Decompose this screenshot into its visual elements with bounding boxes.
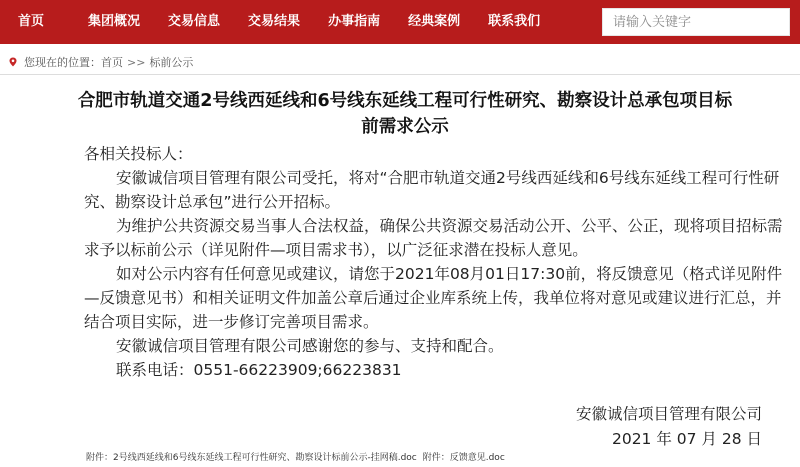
nav-item-contact-us[interactable]: 联系我们: [488, 14, 541, 29]
breadcrumb-home-link[interactable]: 首页: [101, 56, 123, 69]
attachment-link-notice[interactable]: 附件：2号线西延线和6号线东延线工程可行性研究、勘察设计标前公示-挂网稿.doc: [86, 453, 417, 463]
article-date: 2021 年 07 月 28 日: [611, 430, 762, 448]
article-body: [84, 142, 784, 382]
article-greeting: 各相关投标人：: [84, 145, 193, 163]
breadcrumb-current[interactable]: 标前公示: [149, 56, 194, 69]
article-paragraph-feedback: 如对公示内容有任何意见或建议，请您于2021年08月01日17:30前，将反馈意见（格式详见附件—反馈意见书）和相关证明文件加盖公章后通过企业库系统上传，我单位将对意见或建议进行汇总，并结合项目实际，进一步修订完善项目需求。: [84, 265, 783, 331]
breadcrumb-separator: >>: [127, 55, 146, 69]
article-title: 合肥市轨道交通2号线西延线和6号线东延线工程可行性研究、勘察设计总承包项目标前需求公示: [77, 91, 733, 137]
search-input[interactable]: [603, 9, 789, 35]
article-signer: 安徽诚信项目管理有限公司: [575, 405, 762, 423]
nav-item-classic-cases[interactable]: 经典案例: [408, 14, 461, 29]
attachment-link-feedback[interactable]: 附件：反馈意见.doc: [422, 453, 505, 463]
article-paragraph-phone: 联系电话：0551-66223909;66223831: [116, 361, 402, 379]
nav-item-trade-results[interactable]: 交易结果: [248, 14, 301, 29]
article-paragraph-purpose: 为维护公共资源交易当事人合法权益，确保公共资源交易活动公开、公平、公正，现将项目招标需求予以标前公示（详见附件—项目需求书），以广泛征求潜在投标人意见。: [84, 217, 783, 259]
breadcrumb: [0, 52, 800, 72]
nav-item-home[interactable]: 首页: [18, 14, 45, 29]
article-paragraph-commission: 安徽诚信项目管理有限公司受托，将对“合肥市轨道交通2号线西延线和6号线东延线工程可行性研究、勘察设计总承包”进行公开招标。: [84, 169, 780, 211]
nav-item-group-overview[interactable]: 集团概况: [88, 14, 141, 29]
search-box: [602, 8, 790, 36]
nav-item-trade-info[interactable]: 交易信息: [168, 14, 221, 29]
header-divider: [0, 74, 800, 75]
location-pin-icon: [8, 57, 18, 67]
attachment-list: [86, 450, 505, 463]
breadcrumb-prefix: 您现在的位置：: [24, 56, 101, 69]
top-navigation: [0, 0, 800, 44]
article-paragraph-thanks: 安徽诚信项目管理有限公司感谢您的参与、支持和配合。: [116, 337, 504, 355]
nav-item-service-guide[interactable]: 办事指南: [328, 14, 381, 29]
